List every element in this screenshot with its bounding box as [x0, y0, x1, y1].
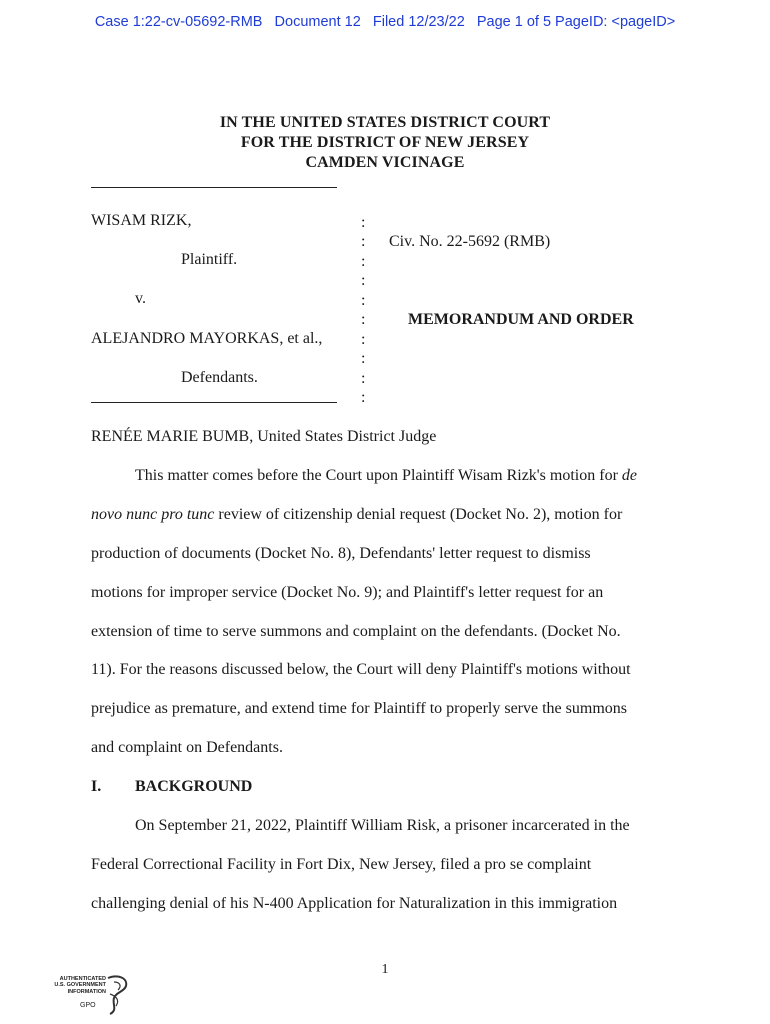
- paragraph-1-text: This matter comes before the Court upon Plaintiff Wisam Rizk's motion for: [135, 467, 622, 484]
- paragraph-1-line-4: motions for improper service (Docket No. 9); and Plaintiff's letter request for an: [91, 584, 604, 601]
- caption-colon: :: [361, 233, 366, 250]
- caption-colon: :: [361, 214, 366, 231]
- caption-bottom-rule: [91, 402, 337, 403]
- section-number: I.: [91, 778, 102, 795]
- paragraph-1-line-1: [135, 467, 637, 485]
- caption-colon: :: [361, 272, 366, 289]
- paragraph-1-line-6: 11). For the reasons discussed below, the Court will deny Plaintiff's motions without: [91, 661, 631, 678]
- defendant-role: Defendants.: [181, 369, 258, 386]
- case-header: Case 1:22-cv-05692-RMB Document 12 Filed 12/23/22 Page 1 of 5 PageID: <pageID>: [94, 14, 676, 30]
- paragraph-1-line-7: prejudice as premature, and extend time for Plaintiff to properly serve the summons: [91, 700, 627, 717]
- paragraph-2-line-2: Federal Correctional Facility in Fort Dix, New Jersey, filed a pro se complaint: [91, 856, 592, 873]
- seal-text: AUTHENTICATED U.S. GOVERNMENT INFORMATION: [54, 976, 106, 995]
- eagle-icon: [44, 972, 134, 1018]
- judge-line: RENÉE MARIE BUMB, United States District Judge: [91, 428, 437, 445]
- plaintiff-role: Plaintiff.: [181, 251, 238, 268]
- paragraph-1-line-8: and complaint on Defendants.: [91, 739, 283, 756]
- court-name-line3: CAMDEN VICINAGE: [305, 154, 465, 171]
- paragraph-2-line-1: On September 21, 2022, Plaintiff William Risk, a prisoner incarcerated in the: [135, 817, 630, 834]
- italic-term: de: [621, 467, 638, 484]
- versus: v.: [135, 290, 146, 307]
- caption-colon: :: [361, 389, 366, 406]
- caption-top-rule: [91, 187, 337, 188]
- caption-colon: :: [361, 350, 366, 367]
- caption-colon: :: [361, 331, 366, 348]
- caption-colon: :: [361, 253, 366, 270]
- paragraph-1-line-3: production of documents (Docket No. 8), Defendants' letter request to dismiss: [91, 545, 591, 562]
- italic-term: novo nunc pro tunc: [91, 506, 215, 523]
- defendant-name: ALEJANDRO MAYORKAS, et al.,: [91, 330, 323, 347]
- paragraph-2-line-3: challenging denial of his N-400 Application for Naturalization in this immigration: [91, 895, 618, 912]
- page-number: 1: [381, 962, 389, 977]
- court-name-line1: IN THE UNITED STATES DISTRICT COURT: [219, 114, 551, 131]
- case-number: Civ. No. 22-5692 (RMB): [389, 233, 551, 250]
- paragraph-1-line-2: [91, 506, 622, 524]
- section-title: BACKGROUND: [135, 778, 253, 795]
- gpo-authentication-seal: [44, 972, 134, 1018]
- caption-colon: :: [361, 292, 366, 309]
- caption-colon: :: [361, 370, 366, 387]
- document-title: MEMORANDUM AND ORDER: [408, 311, 634, 328]
- plaintiff-name: WISAM RIZK,: [91, 212, 192, 229]
- seal-gpo-label: GPO: [80, 1002, 96, 1009]
- paragraph-1-text: review of citizenship denial request (Docket No. 2), motion for: [214, 506, 623, 523]
- caption-colon: :: [361, 311, 366, 328]
- paragraph-1-line-5: extension of time to serve summons and complaint on the defendants. (Docket No.: [91, 623, 621, 640]
- court-name-line2: FOR THE DISTRICT OF NEW JERSEY: [240, 134, 530, 151]
